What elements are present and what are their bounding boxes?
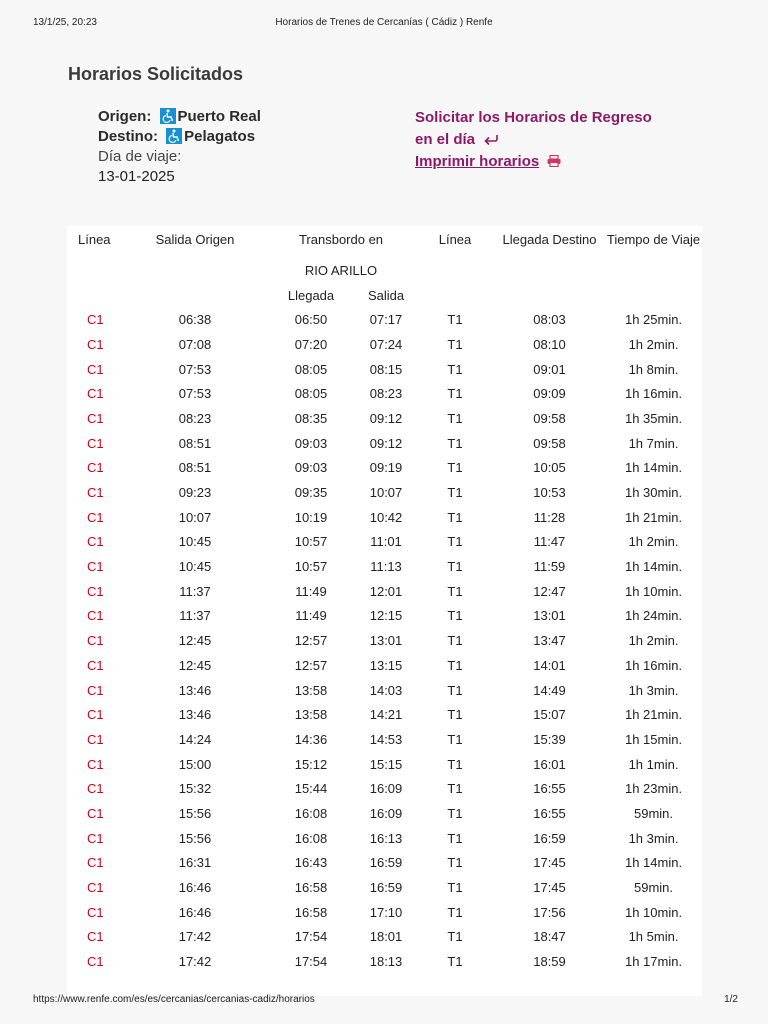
cell-salida-origen: 15:56 xyxy=(178,830,212,846)
cell-linea-2: T1 xyxy=(447,707,463,723)
cell-linea: C1 xyxy=(87,657,104,673)
cell-linea-2: T1 xyxy=(447,954,463,970)
cell-linea-2: T1 xyxy=(447,781,463,797)
cell-tiempo-viaje: 1h 14min. xyxy=(624,855,683,871)
cell-linea: C1 xyxy=(87,312,104,328)
cell-llegada-transbordo: 11:49 xyxy=(295,608,327,624)
table-row xyxy=(67,480,702,505)
table-row xyxy=(67,875,702,900)
table-row xyxy=(67,678,702,703)
cell-llegada-destino: 08:10 xyxy=(533,336,566,352)
cell-linea: C1 xyxy=(87,781,104,797)
cell-linea: C1 xyxy=(87,460,104,476)
cell-salida-transbordo: 16:59 xyxy=(369,855,403,871)
cell-llegada-destino: 09:58 xyxy=(533,435,566,451)
col-transbordo: Transbordo en xyxy=(298,232,384,247)
cell-linea-2: T1 xyxy=(447,756,463,772)
cell-salida-origen: 11:37 xyxy=(179,583,211,599)
return-link-line1: Solicitar los Horarios de Regreso xyxy=(415,109,652,126)
cell-salida-transbordo: 16:09 xyxy=(369,781,403,797)
cell-llegada-destino: 14:01 xyxy=(533,657,566,673)
cell-llegada-destino: 09:09 xyxy=(533,386,566,402)
cell-tiempo-viaje: 1h 30min. xyxy=(624,485,683,501)
col-salida: Salida xyxy=(367,287,405,303)
cell-tiempo-viaje: 1h 16min. xyxy=(624,386,683,402)
wheelchair-icon xyxy=(166,128,182,144)
table-row xyxy=(67,826,702,851)
table-row xyxy=(67,381,702,406)
table-row xyxy=(67,727,702,752)
cell-tiempo-viaje: 1h 8min. xyxy=(628,361,679,377)
cell-salida-transbordo: 10:07 xyxy=(369,485,403,501)
cell-salida-origen: 10:07 xyxy=(178,509,212,525)
cell-tiempo-viaje: 59min. xyxy=(634,880,674,896)
col-linea-2: Línea xyxy=(438,232,472,247)
return-schedule-link[interactable] xyxy=(415,107,675,151)
cell-salida-origen: 10:45 xyxy=(178,534,212,550)
cell-salida-transbordo: 14:03 xyxy=(369,682,403,698)
cell-salida-origen: 07:08 xyxy=(178,336,212,352)
cell-llegada-destino: 10:05 xyxy=(533,460,566,476)
cell-linea-2: T1 xyxy=(447,830,463,846)
cell-linea-2: T1 xyxy=(447,657,463,673)
col-salida-origen: Salida Origen xyxy=(155,232,235,247)
cell-linea: C1 xyxy=(87,707,104,723)
cell-linea-2: T1 xyxy=(447,633,463,649)
table-row xyxy=(67,505,702,530)
schedule-rows xyxy=(67,307,702,974)
cell-linea: C1 xyxy=(87,509,104,525)
cell-linea: C1 xyxy=(87,559,104,575)
cell-salida-transbordo: 09:19 xyxy=(369,460,403,476)
table-row xyxy=(67,357,702,382)
cell-linea: C1 xyxy=(87,954,104,970)
cell-llegada-destino: 13:01 xyxy=(533,608,566,624)
cell-linea: C1 xyxy=(87,929,104,945)
cell-linea: C1 xyxy=(87,633,104,649)
cell-salida-transbordo: 08:15 xyxy=(369,361,403,377)
cell-linea-2: T1 xyxy=(447,929,463,945)
cell-llegada-transbordo: 08:05 xyxy=(294,386,328,402)
cell-linea: C1 xyxy=(87,361,104,377)
cell-llegada-transbordo: 16:08 xyxy=(294,830,328,846)
cell-tiempo-viaje: 1h 16min. xyxy=(624,657,683,673)
cell-salida-transbordo: 09:12 xyxy=(369,435,403,451)
cell-tiempo-viaje: 1h 24min. xyxy=(624,608,683,624)
cell-linea-2: T1 xyxy=(447,361,463,377)
cell-llegada-destino: 17:45 xyxy=(533,855,566,871)
cell-salida-transbordo: 12:15 xyxy=(369,608,403,624)
table-row xyxy=(67,579,702,604)
cell-llegada-transbordo: 14:36 xyxy=(294,731,328,747)
cell-salida-transbordo: 07:17 xyxy=(369,312,403,328)
cell-linea: C1 xyxy=(87,830,104,846)
cell-llegada-transbordo: 09:03 xyxy=(294,435,328,451)
cell-salida-transbordo: 16:13 xyxy=(369,830,403,846)
cell-salida-origen: 07:53 xyxy=(178,361,212,377)
cell-tiempo-viaje: 1h 10min. xyxy=(624,904,683,920)
cell-salida-transbordo: 13:15 xyxy=(369,657,403,673)
cell-linea: C1 xyxy=(87,682,104,698)
cell-linea-2: T1 xyxy=(447,312,463,328)
col-linea: Línea xyxy=(78,232,111,247)
cell-llegada-transbordo: 08:35 xyxy=(294,410,328,426)
cell-linea: C1 xyxy=(87,756,104,772)
cell-llegada-destino: 18:47 xyxy=(533,929,566,945)
table-row xyxy=(67,851,702,876)
cell-salida-transbordo: 12:01 xyxy=(369,583,403,599)
cell-salida-origen: 13:46 xyxy=(178,682,212,698)
origin-row xyxy=(98,107,261,127)
printer-icon[interactable] xyxy=(547,155,561,167)
cell-llegada-transbordo: 09:35 xyxy=(294,485,328,501)
cell-llegada-transbordo: 17:54 xyxy=(294,929,328,945)
cell-salida-origen: 11:37 xyxy=(179,608,211,624)
cell-linea-2: T1 xyxy=(447,336,463,352)
cell-linea: C1 xyxy=(87,880,104,896)
table-row xyxy=(67,801,702,826)
cell-llegada-transbordo: 17:54 xyxy=(294,954,328,970)
return-arrow-icon xyxy=(483,133,499,145)
cell-salida-origen: 12:45 xyxy=(178,657,212,673)
cell-linea-2: T1 xyxy=(447,682,463,698)
origin-label: Origen: xyxy=(98,108,152,125)
cell-llegada-destino: 09:01 xyxy=(533,361,566,377)
cell-tiempo-viaje: 1h 17min. xyxy=(624,954,683,970)
cell-linea: C1 xyxy=(87,608,104,624)
cell-linea-2: T1 xyxy=(447,904,463,920)
cell-llegada-transbordo: 13:58 xyxy=(294,707,328,723)
col-llegada: Llegada xyxy=(287,287,335,303)
cell-linea-2: T1 xyxy=(447,880,463,896)
cell-salida-origen: 06:38 xyxy=(178,312,212,328)
cell-llegada-transbordo: 15:44 xyxy=(294,781,328,797)
cell-tiempo-viaje: 1h 15min. xyxy=(624,731,683,747)
cell-linea: C1 xyxy=(87,731,104,747)
cell-tiempo-viaje: 1h 5min. xyxy=(628,929,679,945)
cell-salida-origen: 15:32 xyxy=(178,781,212,797)
table-row xyxy=(67,456,702,481)
cell-tiempo-viaje: 1h 21min. xyxy=(624,707,683,723)
table-header-row xyxy=(67,226,702,258)
cell-linea: C1 xyxy=(87,485,104,501)
cell-salida-transbordo: 17:10 xyxy=(369,904,403,920)
cell-llegada-transbordo: 12:57 xyxy=(294,633,328,649)
cell-llegada-transbordo: 13:58 xyxy=(294,682,328,698)
table-row xyxy=(67,752,702,777)
table-row xyxy=(67,702,702,727)
cell-llegada-destino: 14:49 xyxy=(533,682,566,698)
cell-llegada-transbordo: 10:57 xyxy=(294,559,328,575)
cell-linea-2: T1 xyxy=(447,386,463,402)
cell-tiempo-viaje: 1h 10min. xyxy=(624,583,683,599)
cell-tiempo-viaje: 1h 14min. xyxy=(624,559,683,575)
cell-llegada-transbordo: 16:08 xyxy=(294,805,328,821)
cell-tiempo-viaje: 1h 3min. xyxy=(628,682,679,698)
cell-llegada-destino: 15:07 xyxy=(533,707,566,723)
cell-tiempo-viaje: 1h 35min. xyxy=(624,410,683,426)
table-row xyxy=(67,604,702,629)
cell-linea-2: T1 xyxy=(447,534,463,550)
cell-llegada-transbordo: 15:12 xyxy=(294,756,328,772)
cell-salida-transbordo: 09:12 xyxy=(369,410,403,426)
cell-salida-transbordo: 11:13 xyxy=(370,559,402,575)
cell-linea: C1 xyxy=(87,855,104,871)
destination-row xyxy=(98,127,261,147)
schedule-card xyxy=(67,226,702,996)
table-row xyxy=(67,406,702,431)
date-label: Día de viaje: xyxy=(98,148,182,165)
cell-linea: C1 xyxy=(87,410,104,426)
cell-llegada-destino: 10:53 xyxy=(533,485,566,501)
cell-linea-2: T1 xyxy=(447,559,463,575)
cell-salida-origen: 16:46 xyxy=(178,880,212,896)
cell-llegada-transbordo: 06:50 xyxy=(294,312,328,328)
cell-llegada-destino: 16:55 xyxy=(533,781,566,797)
cell-llegada-destino: 15:39 xyxy=(533,731,566,747)
col-llegada-destino: Llegada Destino xyxy=(502,232,597,247)
cell-llegada-destino: 08:03 xyxy=(533,312,566,328)
table-row xyxy=(67,554,702,579)
cell-salida-transbordo: 13:01 xyxy=(369,633,403,649)
cell-salida-transbordo: 16:59 xyxy=(369,880,403,896)
table-row xyxy=(67,431,702,456)
cell-salida-origen: 09:23 xyxy=(178,485,212,501)
cell-salida-origen: 14:24 xyxy=(178,731,212,747)
cell-linea: C1 xyxy=(87,904,104,920)
cell-linea: C1 xyxy=(87,336,104,352)
actions xyxy=(415,107,675,173)
cell-linea-2: T1 xyxy=(447,410,463,426)
cell-llegada-destino: 16:59 xyxy=(533,830,566,846)
schedule-table xyxy=(67,226,702,974)
cell-linea: C1 xyxy=(87,534,104,550)
cell-salida-transbordo: 18:13 xyxy=(369,954,403,970)
page-title: Horarios Solicitados xyxy=(68,64,244,84)
cell-tiempo-viaje: 1h 7min. xyxy=(628,435,679,451)
cell-llegada-transbordo: 07:20 xyxy=(294,336,328,352)
destination-label: Destino: xyxy=(98,128,158,145)
return-link-line2: en el día xyxy=(415,131,476,148)
wheelchair-icon xyxy=(160,108,176,124)
table-header-sub-row xyxy=(67,283,702,308)
cell-linea-2: T1 xyxy=(447,485,463,501)
table-row xyxy=(67,900,702,925)
cell-linea-2: T1 xyxy=(447,608,463,624)
table-row xyxy=(67,332,702,357)
cell-llegada-transbordo: 11:49 xyxy=(295,583,327,599)
cell-salida-origen: 08:23 xyxy=(178,410,212,426)
cell-llegada-destino: 09:58 xyxy=(533,410,566,426)
print-date: 13/1/25, 20:23 xyxy=(33,17,97,28)
cell-tiempo-viaje: 1h 1min. xyxy=(628,756,679,772)
date-value: 13-01-2025 xyxy=(98,168,175,185)
cell-salida-transbordo: 15:15 xyxy=(369,756,403,772)
destination-value: Pelagatos xyxy=(184,128,256,145)
cell-llegada-transbordo: 10:19 xyxy=(294,509,328,525)
table-header-station-row xyxy=(67,258,702,283)
cell-llegada-transbordo: 09:03 xyxy=(294,460,328,476)
page-count: 1/2 xyxy=(724,994,738,1005)
print-header xyxy=(0,0,768,26)
cell-tiempo-viaje: 1h 14min. xyxy=(624,460,683,476)
cell-llegada-transbordo: 10:57 xyxy=(294,534,328,550)
cell-llegada-destino: 12:47 xyxy=(533,583,566,599)
cell-llegada-destino: 11:47 xyxy=(533,534,566,550)
cell-linea: C1 xyxy=(87,435,104,451)
cell-salida-origen: 08:51 xyxy=(178,435,212,451)
print-footer xyxy=(0,992,768,1012)
cell-salida-transbordo: 14:53 xyxy=(369,731,403,747)
table-row xyxy=(67,653,702,678)
cell-salida-transbordo: 07:24 xyxy=(369,336,403,352)
cell-salida-origen: 10:45 xyxy=(178,559,212,575)
cell-tiempo-viaje: 1h 21min. xyxy=(624,509,683,525)
print-schedule-link[interactable] xyxy=(415,151,539,173)
table-row xyxy=(67,307,702,332)
cell-linea-2: T1 xyxy=(447,435,463,451)
cell-salida-transbordo: 08:23 xyxy=(369,386,403,402)
cell-salida-origen: 17:42 xyxy=(178,929,212,945)
cell-linea-2: T1 xyxy=(447,731,463,747)
cell-linea: C1 xyxy=(87,386,104,402)
cell-salida-origen: 07:53 xyxy=(178,386,212,402)
print-url: https://www.renfe.com/es/es/cercanias/cercanias-cadiz/horarios xyxy=(33,994,315,1005)
cell-linea-2: T1 xyxy=(447,509,463,525)
cell-llegada-destino: 18:59 xyxy=(533,954,566,970)
cell-salida-origen: 16:46 xyxy=(178,904,212,920)
cell-llegada-destino: 17:45 xyxy=(533,880,566,896)
cell-llegada-transbordo: 16:58 xyxy=(294,904,328,920)
cell-salida-origen: 15:00 xyxy=(178,756,212,772)
cell-llegada-transbordo: 08:05 xyxy=(294,361,328,377)
cell-salida-transbordo: 18:01 xyxy=(369,929,403,945)
cell-tiempo-viaje: 1h 3min. xyxy=(628,830,679,846)
cell-tiempo-viaje: 1h 2min. xyxy=(628,633,679,649)
cell-linea: C1 xyxy=(87,805,104,821)
cell-llegada-destino: 16:01 xyxy=(533,756,566,772)
cell-salida-origen: 12:45 xyxy=(178,633,212,649)
cell-linea-2: T1 xyxy=(447,805,463,821)
transbordo-station: RIO ARILLO xyxy=(304,262,378,278)
cell-salida-origen: 17:42 xyxy=(178,954,212,970)
print-doc-title: Horarios de Trenes de Cercanías ( Cádiz ) Renfe xyxy=(275,17,493,28)
cell-llegada-transbordo: 16:43 xyxy=(294,855,328,871)
print-link-label: Imprimir horarios xyxy=(415,153,540,170)
cell-llegada-destino: 11:59 xyxy=(533,559,566,575)
table-row xyxy=(67,949,702,974)
table-row xyxy=(67,776,702,801)
table-row xyxy=(67,925,702,950)
cell-linea-2: T1 xyxy=(447,855,463,871)
cell-tiempo-viaje: 1h 25min. xyxy=(624,312,683,328)
cell-llegada-destino: 11:28 xyxy=(533,509,566,525)
table-row xyxy=(67,530,702,555)
cell-salida-origen: 15:56 xyxy=(178,805,212,821)
cell-linea: C1 xyxy=(87,583,104,599)
cell-salida-transbordo: 14:21 xyxy=(369,707,403,723)
cell-linea-2: T1 xyxy=(447,583,463,599)
origin-value: Puerto Real xyxy=(177,108,261,125)
cell-salida-transbordo: 16:09 xyxy=(369,805,403,821)
cell-salida-transbordo: 10:42 xyxy=(369,509,403,525)
table-row xyxy=(67,628,702,653)
cell-salida-origen: 08:51 xyxy=(178,460,212,476)
cell-llegada-destino: 17:56 xyxy=(533,904,566,920)
col-tiempo-viaje: Tiempo de Viaje xyxy=(606,232,701,247)
cell-tiempo-viaje: 1h 2min. xyxy=(628,336,679,352)
cell-llegada-destino: 16:55 xyxy=(533,805,566,821)
cell-linea-2: T1 xyxy=(447,460,463,476)
cell-salida-origen: 13:46 xyxy=(178,707,212,723)
trip-info xyxy=(98,107,261,187)
cell-salida-origen: 16:31 xyxy=(178,855,212,871)
cell-llegada-destino: 13:47 xyxy=(533,633,566,649)
cell-llegada-transbordo: 16:58 xyxy=(294,880,328,896)
cell-tiempo-viaje: 59min. xyxy=(634,805,674,821)
cell-llegada-transbordo: 12:57 xyxy=(294,657,328,673)
cell-tiempo-viaje: 1h 2min. xyxy=(628,534,679,550)
cell-salida-transbordo: 11:01 xyxy=(370,534,402,550)
cell-tiempo-viaje: 1h 23min. xyxy=(624,781,683,797)
